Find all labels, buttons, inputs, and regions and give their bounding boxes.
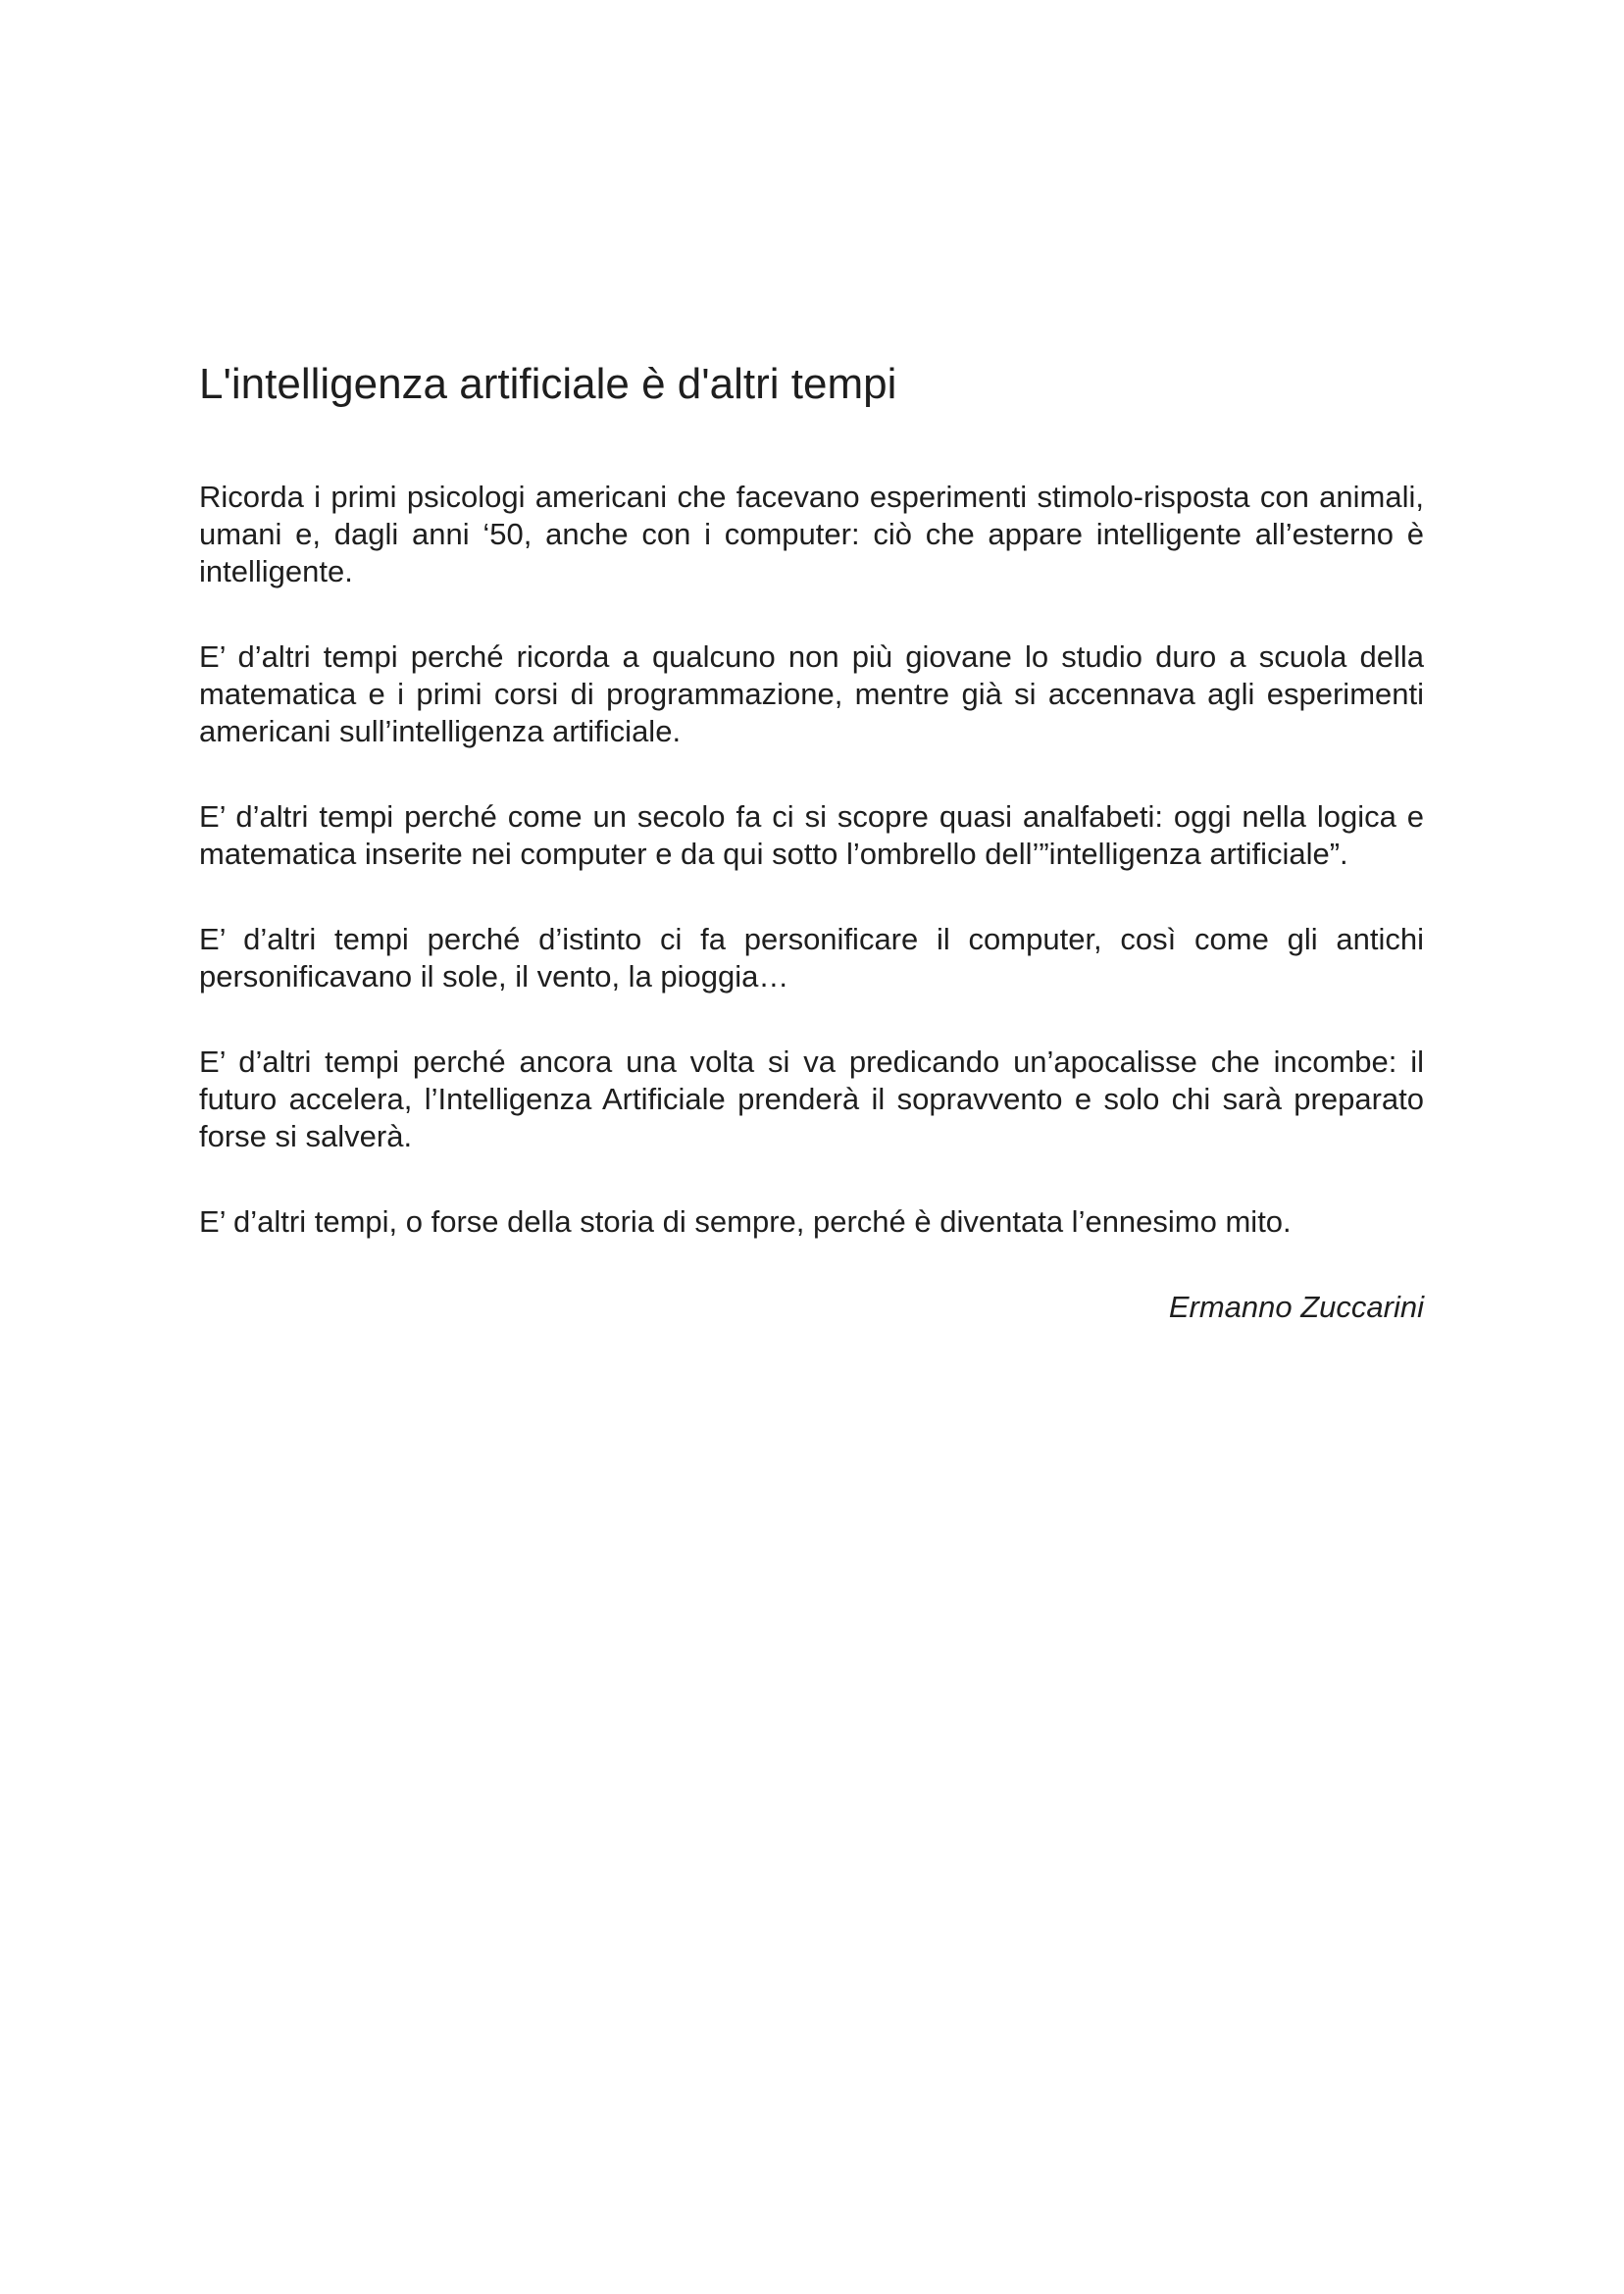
- paragraph-1: Ricorda i primi psicologi americani che facevano esperimenti stimolo-risposta con animali, umani e, dagli anni ‘50, anche con i computer: ciò che appare intelligente all’esterno è intelligente.: [199, 480, 1424, 588]
- paragraph-2: E’ d’altri tempi perché ricorda a qualcuno non più giovane lo studio duro a scuola della matematica e i primi corsi di programmazione, mentre già si accennava agli esperimenti americani sull’intelligenza artificiale.: [199, 639, 1424, 748]
- paragraph-6: E’ d’altri tempi, o forse della storia di sempre, perché è diventata l’ennesimo mito.: [199, 1204, 1292, 1239]
- paragraph-3: E’ d’altri tempi perché come un secolo fa ci si scopre quasi analfabeti: oggi nella logica e matematica inserite nei computer e da qui sotto l’ombrello dell’”intelligenza artificiale”.: [199, 799, 1424, 871]
- page-title: L'intelligenza artificiale è d'altri tempi: [199, 360, 897, 408]
- author-signature: Ermanno Zuccarini: [1168, 1290, 1424, 1324]
- document-body: [199, 359, 1424, 1326]
- paragraph-5: E’ d’altri tempi perché ancora una volta si va predicando un’apocalisse che incombe: il futuro accelera, l’Intelligenza Artificiale prenderà il sopravvento e solo chi sarà preparato forse si salverà.: [199, 1045, 1424, 1153]
- paragraph-4: E’ d’altri tempi perché d’istinto ci fa personificare il computer, così come gli antichi personificavano il sole, il vento, la pioggia…: [199, 922, 1424, 994]
